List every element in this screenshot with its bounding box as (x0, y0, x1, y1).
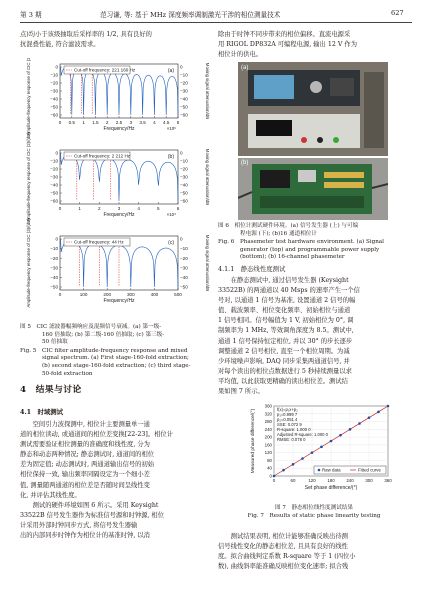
x-tick-label: 0 (58, 120, 62, 125)
text-line: 33522B 信号发生器作为标准信号源和时钟源, 相位 (20, 511, 165, 519)
y-tick-label-right: −40 (180, 275, 188, 280)
text-line: 静态和动态两种情况; 静态测试时, 通道间的相位 (20, 451, 155, 459)
x-tick-label: 4 (153, 120, 156, 125)
text-line: 计采用外部时钟同步方式, 将信号发生器输 (20, 521, 138, 529)
y-tick-label-left: −60 (50, 112, 58, 118)
fig5-panel (26, 58, 210, 136)
text-line: 空间引力波探测中, 相位计主要测量单一通 (32, 421, 150, 428)
y-tick-label: 240 (264, 426, 272, 432)
x-axis-exponent: ×10⁶ (166, 126, 176, 131)
text-line: 少环境噪声影响, DAQ 同步采集两通道信号, 并 (218, 357, 350, 365)
fit-stat-text: Adjusted R-square: 1.000 0 (277, 432, 328, 437)
cutoff-annotation: Cut-off frequency: 221 160 Hz (74, 67, 136, 73)
x-tick-label: 2 (105, 120, 109, 125)
panel-label: (c) (168, 240, 174, 246)
text-line: 点)均小于该级抽取后采样率的 1/2, 具有良好的 (20, 31, 152, 38)
y-tick-label-left: 0 (55, 150, 58, 156)
text-line: 信号线性变化的静态相位差, 且具有良好的线性 (218, 543, 348, 551)
fit-stat-text: p₂=0.051 4 (277, 417, 298, 422)
figure-7 (246, 402, 396, 502)
fig6-label-b: (b) (241, 160, 249, 166)
fig6-label-a: (a) (241, 65, 249, 71)
text-line: 抗混叠性能, 符合滤波需求。 (20, 41, 100, 49)
y-tick-label-left: −30 (50, 174, 58, 180)
signal-generator-photo (238, 62, 388, 156)
y-tick-label-left: −20 (50, 255, 58, 261)
y-tick-label-right: 0 (180, 64, 183, 70)
y-tick-label-left: −50 (50, 284, 58, 290)
panel-label: (a) (167, 68, 174, 74)
x-axis-exponent: ×10⁴ (166, 212, 176, 217)
x-tick-label: 1.5 (92, 120, 99, 125)
caption-line: 50-fold extraction (42, 370, 93, 377)
y-axis-label-right: Moving signal attenuation/dB (205, 62, 210, 120)
raw-data-point (320, 446, 323, 449)
fit-stat-text: R-square: 1.000 0 (277, 427, 311, 432)
subsection-heading: 4.1 时域测试 (20, 408, 64, 416)
caption-line: Fig. 7 Results of static phase linearity testing (247, 512, 381, 519)
fig7-svg (246, 402, 396, 502)
section4-body (20, 420, 210, 541)
x-tick-label: 60 (290, 478, 296, 483)
text-line: 化, 并评估其线性度。 (20, 491, 81, 499)
caption-line: 图 7 静态相位线性度测试结果 (274, 505, 354, 511)
y-tick-label-right: −40 (180, 96, 188, 102)
x-tick-label: 1 (78, 206, 81, 211)
raw-data-point (292, 463, 295, 466)
text-line: 调整通道 2 信号相位, 直至一个相位周期。为减 (218, 347, 350, 355)
cutoff-annotation: Cut-off frequency: 2 212 Hz (74, 153, 131, 159)
fig5-svg (20, 58, 212, 318)
right-top-text (218, 30, 408, 60)
y-tick-label-right: −20 (180, 166, 188, 172)
y-tick-label: 80 (267, 457, 272, 463)
fig6-photo-a (238, 62, 388, 156)
y-axis-label-left: Amplitude-frequency response of CIC (2)/(dB) (26, 132, 31, 222)
x-tick-label: 2.5 (115, 120, 123, 125)
raw-data-point (282, 469, 285, 472)
y-axis-label-left: Amplitude-frequency response of CIC (2)/(dB) (26, 58, 31, 136)
x-tick-label: 120 (308, 478, 316, 483)
y-tick-label-right: 0 (180, 150, 183, 156)
text-line: 通道 1 信号保持恒定相位, 并以 30° 的步长逐步 (218, 337, 353, 345)
x-tick-label: 2 (98, 206, 101, 211)
caption-line: 图 5 CIC 滤波器幅频响应及混频信号衰减。(a) 第一级- (20, 324, 162, 330)
y-axis-label-left: Amplitude-frequency response of CIC (3)/(dB) (26, 218, 31, 308)
caption-line: 160 倍抽取; (b) 第二级-160 倍抽取; (c) 第三级- (42, 331, 165, 338)
y-tick-label-left: −60 (50, 198, 58, 204)
y-tick-label-right: −10 (180, 246, 188, 252)
x-tick-label: 300 (126, 292, 135, 297)
text-line: 制频率为 1 MHz, 等效调角深度为 8.5。测试中, (218, 327, 354, 335)
caption-line: 图 6 相位计测试硬件环境。(a) 信号发生器 (上) 与可编 (218, 223, 359, 229)
text-line: 值, 测量随两通道的相位差是否随时间呈线性变 (20, 481, 150, 489)
y-tick-label-right: −10 (180, 72, 188, 78)
text-line: 道的相位读动, 或通道间的相位差变换[22-23]。相位计 (20, 431, 174, 439)
x-tick-label: 5 (176, 120, 180, 125)
y-tick-label: 40 (267, 465, 272, 471)
text-line: 相位计的供电。 (218, 51, 263, 59)
y-tick-label-right: −20 (180, 255, 188, 261)
x-axis-label: Frequency/Hz (103, 298, 135, 304)
y-tick-label: 0 (269, 473, 272, 479)
running-title: 范习谦, 等: 基于 MHz 深度频率调制激光干涉的相位测量技术 (100, 11, 281, 19)
y-tick-label-left: −20 (50, 166, 58, 172)
legend-raw-marker (318, 469, 321, 472)
caption-line: generator (top) and programmable power supply (240, 246, 380, 253)
y-tick-label-left: 0 (55, 64, 58, 70)
text-line: 值、载波频率、相位变化频率、初始相位与通道 (218, 307, 351, 315)
text-line: 差为固定值; 动态测试时, 两通道输出信号的初始 (20, 461, 155, 469)
text-line: 度。拟合曲线判定系数 R-square 等于 1 (四位小 (218, 553, 356, 561)
x-axis-label: Frequency/Hz (103, 212, 135, 218)
x-axis-label: Set phase difference/(°) (304, 485, 358, 491)
caption-line: (bottom); (b) 16-channel phasemeter (240, 254, 345, 261)
cutoff-annotation: Cut-off frequency: 44 Hz (74, 239, 124, 245)
y-tick-label-right: −10 (180, 158, 188, 164)
fit-stat-text: f(x)=p₁x+p₂ (277, 407, 298, 412)
y-tick-label-left: −20 (50, 80, 58, 86)
caption-line: signal spectrum. (a) First stage-160-fold extraction; (42, 355, 189, 362)
legend-raw-label: Raw data (322, 467, 341, 473)
right-bottom-text (218, 532, 408, 572)
y-tick-label-right: −50 (180, 190, 188, 196)
x-tick-label: 3.5 (139, 120, 146, 125)
page-number: 627 (391, 9, 404, 17)
left-top-text (20, 30, 210, 50)
text-line: 用 RIGOL DP832A 可编程电源, 输出 12 V 作为 (218, 41, 357, 49)
fig5-caption (20, 324, 212, 378)
y-tick-label-left: −40 (50, 96, 58, 102)
text-line: 平均值, 以此获取更精确的读出相位差。测试结 (218, 377, 348, 385)
x-tick-label: 5 (157, 206, 160, 211)
x-tick-label: 0 (58, 292, 62, 297)
x-tick-label: 4.5 (163, 120, 170, 125)
x-tick-label: 6 (176, 206, 180, 211)
fig6-photo-b (238, 158, 388, 220)
x-tick-label: 240 (346, 478, 354, 483)
y-tick-label-left: −10 (50, 158, 58, 164)
x-tick-label: 3 (117, 206, 121, 211)
text-line: 对每个读出的相位点数据进行 5 秒持续测量以求 (218, 367, 352, 375)
y-tick-label-left: −40 (50, 275, 58, 280)
legend-fit-label: Fitted curve (358, 467, 381, 473)
y-axis-label: Measured phase difference/(°) (251, 408, 256, 474)
text-line: 出的内部同步时钟作为相位计的基准时钟, 以消 (20, 532, 150, 540)
y-tick-label-right: −30 (180, 265, 188, 271)
y-tick-label: 200 (264, 434, 272, 440)
text-line: 1 信号相同。信号幅值为 1 V, 初始相位为 0°, 调 (218, 317, 354, 325)
y-tick-label: 320 (264, 411, 272, 417)
section411-body (218, 276, 408, 397)
x-tick-label: 0 (272, 478, 276, 483)
y-tick-label: 160 (264, 442, 272, 448)
raw-data-point (330, 440, 333, 443)
text-line: 33522B) 的两通道以 40 Msps 的速率产生一个信 (218, 287, 360, 295)
raw-data-point (273, 475, 276, 478)
x-tick-label: 360 (384, 478, 392, 483)
fig5-panel (26, 132, 210, 222)
text-line: 除由于时钟不同步带来的相位偏移。直流电源采 (218, 31, 351, 38)
fig5-panel (26, 218, 210, 308)
caption-line: 程电源 (下); (b)16 通道相位计 (240, 230, 317, 237)
y-axis-label-right: Moving signal attenuation/dB (205, 234, 210, 292)
fig6-caption (218, 223, 410, 262)
raw-data-point (358, 422, 361, 425)
caption-line: Fig. 6 Phasemeter test hardware environment. (a) Signal (218, 239, 384, 246)
raw-data-point (368, 416, 371, 419)
y-tick-label-left: −10 (50, 246, 58, 252)
y-tick-label-left: −40 (50, 182, 58, 188)
y-tick-label-left: −50 (50, 190, 58, 196)
x-tick-label: 200 (103, 292, 112, 297)
text-line: 果如图 7 所示。 (218, 388, 264, 396)
phasemeter-photo (238, 158, 388, 220)
x-tick-label: 4 (137, 206, 140, 211)
x-tick-label: 0 (58, 206, 62, 211)
y-tick-label-right: 0 (180, 236, 183, 242)
y-axis-label-right: Moving signal attenuation/dB (205, 148, 210, 206)
raw-data-point (339, 434, 342, 437)
raw-data-point (349, 428, 352, 431)
text-line: 测试的硬件环境如图 6 所示。采用 Keysight (32, 501, 159, 509)
fit-stat-text: p₁=0.999 7 (277, 412, 298, 417)
y-tick-label-right: −20 (180, 80, 188, 86)
fit-stat-text: SSE: 0.072 9 (277, 422, 302, 427)
caption-line: 50 倍抽取 (42, 339, 68, 346)
y-tick-label-left: −30 (50, 88, 58, 94)
raw-data-point (387, 405, 390, 408)
fit-stat-text: RMSE: 0.078 0 (277, 437, 306, 442)
raw-data-point (377, 411, 380, 414)
y-tick-label-right: −30 (180, 88, 188, 94)
fig7-caption (218, 505, 410, 520)
x-tick-label: 0.5 (68, 120, 75, 125)
y-tick-label-right: −30 (180, 174, 188, 180)
text-line: 数), 曲线斜率能准确反映相位变化速率; 拟合残 (218, 563, 349, 571)
y-tick-label-left: 0 (55, 236, 58, 242)
y-tick-label-left: −10 (50, 72, 58, 78)
y-tick-label: 360 (264, 403, 272, 409)
x-tick-label: 1 (82, 120, 85, 125)
text-line: 测试结果表明, 相位计能够准确反映出待测 (230, 533, 348, 540)
x-tick-label: 400 (150, 292, 159, 297)
caption-line: (b) second stage-160-fold extraction; (c) third stage- (42, 362, 191, 369)
subsubsection-heading: 4.1.1 静态线性度测试 (218, 265, 286, 273)
journal-issue: 第 3 期 (20, 11, 42, 19)
x-tick-label: 100 (79, 292, 88, 297)
y-tick-label-right: −60 (180, 198, 188, 204)
y-tick-label-right: −50 (180, 104, 188, 110)
y-tick-label-left: −30 (50, 265, 58, 271)
section-heading: 4 结果与讨论 (20, 385, 82, 395)
x-axis-label: Frequency/Hz (103, 126, 135, 132)
y-tick-label-right: −50 (180, 284, 188, 290)
x-tick-label: 300 (365, 478, 373, 483)
text-line: 号对, 以通道 1 信号为基准, 设置通道 2 信号的幅 (218, 297, 356, 305)
raw-data-point (311, 451, 314, 454)
y-tick-label: 280 (264, 419, 272, 425)
text-line: 在静态测试中, 通过信号发生器 (Keysight (230, 277, 349, 284)
text-line: 测试需要验证相位测量的准确度和线性度, 分为 (20, 441, 150, 449)
x-tick-label: 500 (174, 292, 182, 297)
caption-line: Fig. 5 CIC filter amplitude-frequency response and mixed (20, 347, 188, 354)
text-line: 相位保持一致, 输出频率同隔设定为一个细小差 (20, 471, 150, 479)
y-tick-label-right: −40 (180, 182, 188, 188)
y-tick-label: 120 (264, 450, 272, 456)
y-tick-label-left: −50 (50, 104, 58, 110)
header-rule (20, 22, 412, 23)
x-tick-label: 3 (129, 120, 133, 125)
raw-data-point (301, 457, 304, 460)
figure-5 (20, 58, 212, 318)
y-tick-label-right: −60 (180, 112, 188, 118)
x-tick-label: 180 (327, 478, 335, 483)
panel-label: (b) (167, 154, 174, 160)
